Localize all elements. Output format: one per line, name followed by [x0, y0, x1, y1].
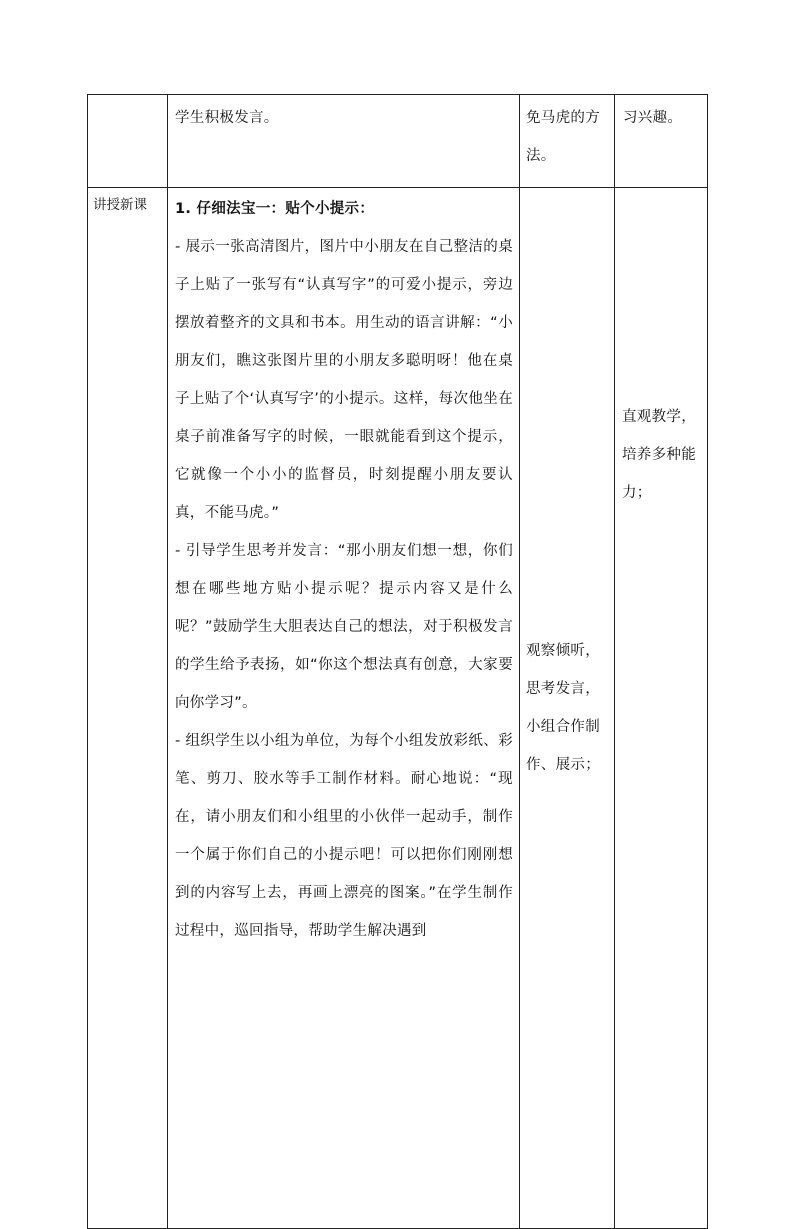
design-intent-text: 习兴趣。 [623, 110, 683, 126]
teacher-activity-text: 学生积极发言。 [175, 110, 279, 126]
student-activity-text: 观察倾听，思考发言，小组合作制作、展示； [526, 643, 600, 773]
design-intent-cell [615, 188, 708, 1229]
stage-cell [88, 95, 168, 188]
activity-paragraph: - 引导学生思考并发言：“那小朋友们想一想，你们想在哪些地方贴小提示呢？提示内容又是什么呢？”鼓励学生大胆表达自己的想法，对于积极发言的学生给予表扬，如“你这个想法真有创意，大家要向你学习”。 [175, 543, 513, 711]
activity-paragraph: - 组织学生以小组为单位，为每个小组发放彩纸、彩笔、剪刀、胶水等手工制作材料。耐心地说：“现在，请小朋友们和小组里的小伙伴一起动手，制作一个属于你们自己的小提示吧！可以把你们刚刚想到的内容写上去，再画上漂亮的图案。”在学生制作过程中，巡回指导，帮助学生解决遇到 [175, 733, 513, 939]
student-activity-text: 免马虎的方法。 [526, 110, 600, 164]
stage-cell [88, 188, 168, 1229]
activity-paragraph: - 展示一张高清图片，图片中小朋友在自己整洁的桌子上贴了一张写有“认真写字”的可爱小提示，旁边摆放着整齐的文具和书本。用生动的语言讲解：“小朋友们，瞧这张图片里的小朋友多聪明呀！他在桌子上贴了个‘认真写字’的小提示。这样，每次他坐在桌子前准备写字的时候，一眼就能看到这个提示，它就像一个小小的监督员，时刻提醒小朋友要认真，不能马虎。” [175, 239, 513, 521]
student-activity-cell [520, 95, 615, 188]
table-row [88, 188, 708, 1229]
teacher-activity-cell [168, 188, 520, 1229]
student-activity-cell [520, 188, 615, 1229]
section-heading: 1. 仔细法宝一：贴个小提示： [175, 201, 375, 217]
stage-label: 讲授新课 [93, 197, 147, 213]
lesson-plan-table [87, 94, 708, 1229]
table-row [88, 95, 708, 188]
design-intent-text: 直观教学，培养多种能力； [622, 409, 696, 501]
design-intent-cell [615, 95, 708, 188]
teacher-activity-cell [168, 95, 520, 188]
